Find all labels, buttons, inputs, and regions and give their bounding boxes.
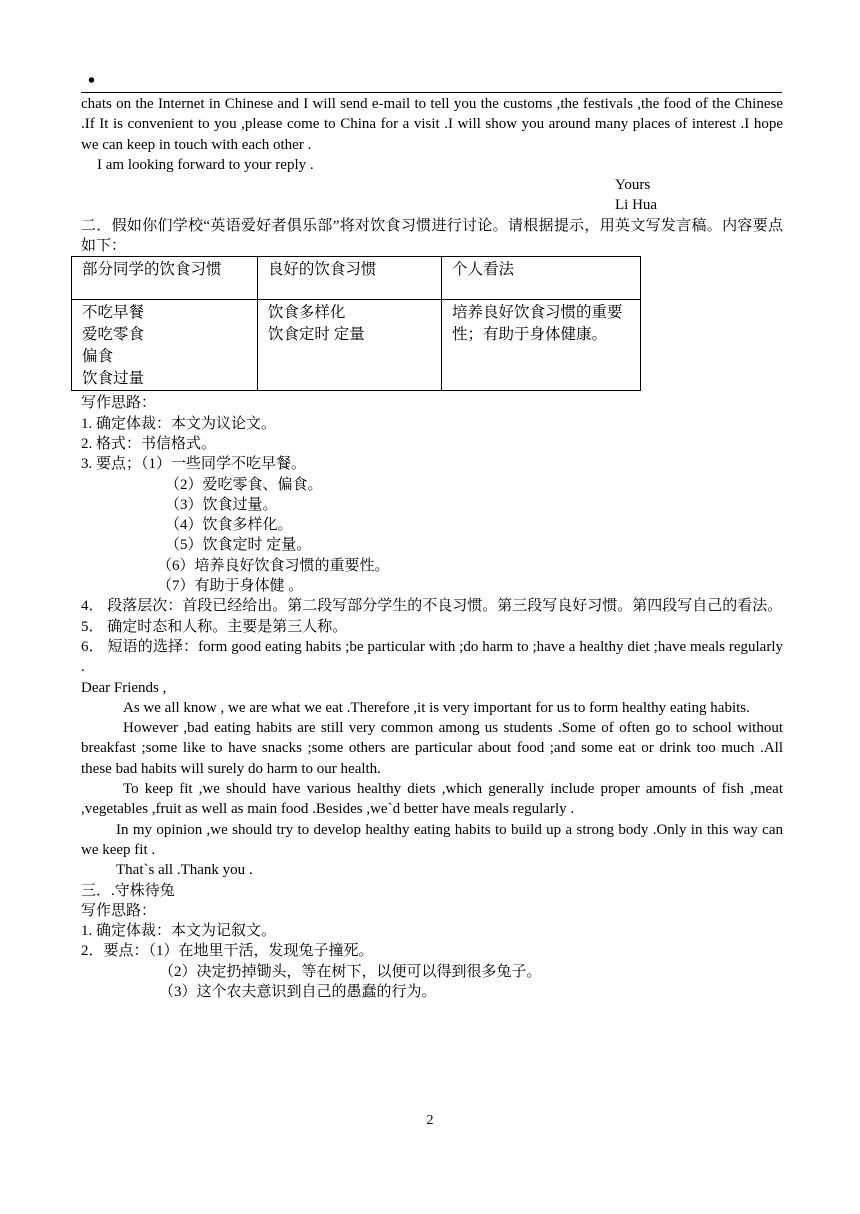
essay-paragraph: In my opinion ,we should try to develop healthy eating habits to build up a strong body .Only in this way can we keep fit . bbox=[81, 821, 783, 858]
opinion-cell bbox=[441, 300, 640, 391]
essay-paragraph: As we all know , we are what we eat .Therefore ,it is very important for us to form healthy eating habits. bbox=[123, 699, 750, 716]
list-item: 1. 确定体裁：本文为议论文。 bbox=[81, 415, 277, 432]
sub-point: （6）培养良好饮食习惯的重要性。 bbox=[157, 557, 390, 574]
page-content bbox=[81, 94, 783, 1002]
thinking-title: 写作思路： bbox=[81, 902, 157, 919]
letter-body: chats on the Internet in Chinese and I will send e-mail to tell you the customs ,the festivals ,the food of the Chinese .If It is convenient to you ,please come to China for a visit .I will show you around many places of interest .I hope we can keep in touch with each other . bbox=[81, 96, 783, 153]
essay-paragraph: To keep fit ,we should have various healthy diets ,which generally include proper amounts of fish ,meat ,vegetables ,fruit as well as main food .Besides ,we`d better have meals regularly . bbox=[81, 781, 783, 818]
letter-signature: Li Hua bbox=[615, 197, 658, 214]
bullet-mark: • bbox=[88, 70, 96, 92]
list-item: 6． 短语的选择：form good eating habits ;be particular with ;do harm to ;have a healthy diet ;have meals regularly . bbox=[81, 638, 783, 676]
thinking-title: 写作思路： bbox=[81, 395, 157, 412]
section2-prompt: 二．假如你们学校“英语爱好者俱乐部”将对饮食习惯进行讨论。请根据提示，用英文写发言稿。内容要点如下： bbox=[81, 217, 783, 255]
table-row bbox=[72, 300, 641, 391]
sub-point: （3）这个农夫意识到自己的愚蠢的行为。 bbox=[159, 983, 437, 1000]
sub-point: （7）有助于身体健 。 bbox=[157, 578, 304, 595]
list-item: 2. 格式：书信格式。 bbox=[81, 435, 217, 452]
list-item: 1. 确定体裁：本文为记叙文。 bbox=[81, 923, 277, 940]
table-cell-line: 偏食 bbox=[82, 348, 114, 366]
header-rule bbox=[81, 92, 782, 93]
letter-closing-line: I am looking forward to your reply . bbox=[97, 156, 314, 173]
good-habits-cell bbox=[257, 300, 441, 391]
bad-habits-cell bbox=[72, 300, 258, 391]
table-cell-line: 饮食过量 bbox=[82, 370, 145, 388]
table-header-cell: 个人看法 bbox=[441, 257, 640, 300]
section3-title: 三．.守株待兔 bbox=[81, 882, 175, 899]
sub-point: （2）爱吃零食、偏食。 bbox=[165, 476, 323, 493]
list-item: 2．要点：（1）在地里干活，发现兔子撞死。 bbox=[81, 943, 374, 960]
table-header-cell: 良好的饮食习惯 bbox=[257, 257, 441, 300]
sub-point: （3）饮食过量。 bbox=[165, 496, 278, 513]
letter-salutation: Dear Friends , bbox=[81, 679, 167, 696]
sub-point: （2）决定扔掉锄头，等在树下，以便可以得到很多兔子。 bbox=[159, 963, 542, 980]
list-item: 3. 要点；（1）一些同学不吃早餐。 bbox=[81, 456, 307, 473]
list-item: 5． 确定时态和人称。主要是第三人称。 bbox=[81, 618, 348, 635]
page-number: 2 bbox=[426, 1113, 434, 1128]
eating-habits-table bbox=[71, 256, 641, 391]
table-cell-line: 饮食定时 定量 bbox=[267, 326, 365, 344]
table-header-row bbox=[72, 257, 641, 300]
essay-paragraph: However ,bad eating habits are still very common among us students .Some of often go to school without breakfast ;some like to have snacks ;some others are particular about food ;and some eat or drink too much .All these bad habits will surely do harm to our health. bbox=[81, 720, 783, 777]
list-item: 4． 段落层次：首段已经给出。第二段写部分学生的不良习惯。第三段写良好习惯。第四段写自己的看法。 bbox=[81, 598, 783, 615]
sub-point: （5）饮食定时 定量。 bbox=[165, 537, 312, 554]
table-cell-line: 不吃早餐 bbox=[82, 304, 145, 322]
sub-point: （4）饮食多样化。 bbox=[165, 517, 293, 534]
table-header-cell: 部分同学的饮食习惯 bbox=[72, 257, 258, 300]
table-cell-line: 饮食多样化 bbox=[267, 304, 346, 322]
table-cell-line: 爱吃零食 bbox=[82, 326, 145, 344]
essay-paragraph: That`s all .Thank you . bbox=[116, 862, 253, 879]
table-cell-line: 培养良好饮食习惯的重要性；有助于身体健康。 bbox=[451, 304, 623, 344]
letter-yours: Yours bbox=[615, 177, 651, 194]
